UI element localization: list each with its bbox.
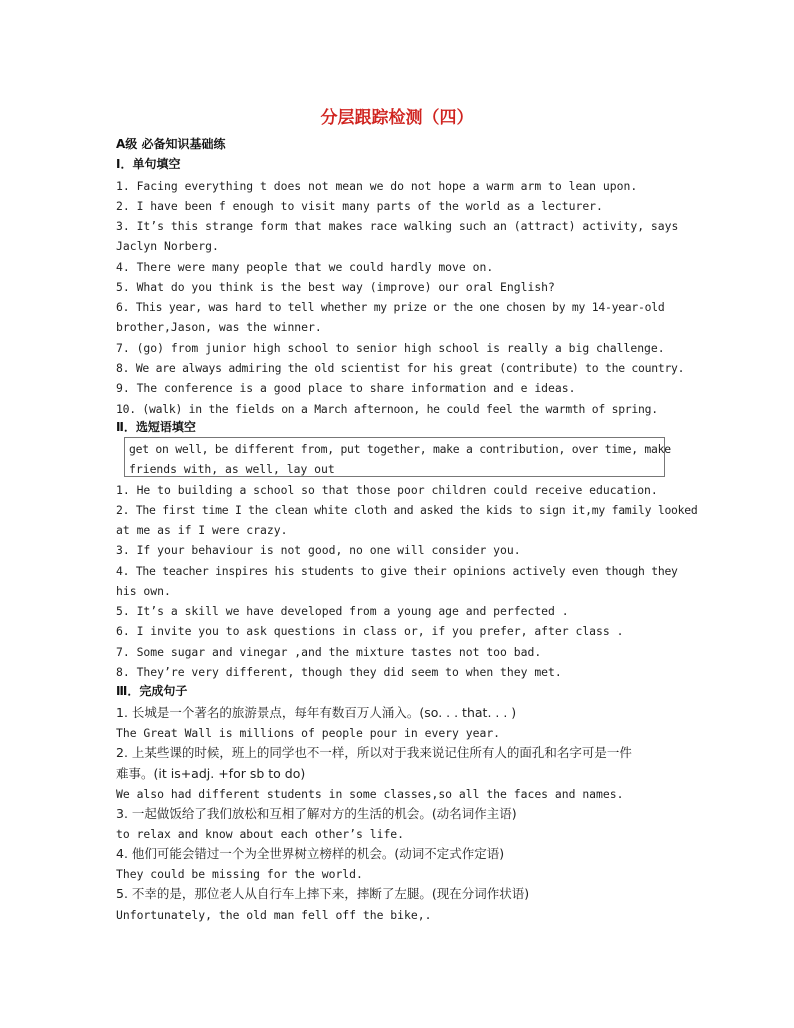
phrase-box [124, 437, 671, 477]
answer-line: Unfortunately, the old man fell off the bike,. [116, 908, 432, 922]
page-title: 分层跟踪检测（四） [320, 108, 474, 128]
answer-line: to relax and know about each other’s life. [116, 827, 405, 841]
question-line: 6. I invite you to ask questions in class or, if you prefer, after class . [116, 624, 624, 638]
question-line: 1. Facing everything t does not mean we do not hope a warm arm to lean upon. [116, 179, 638, 193]
chinese-prompt: 3. 一起做饭给了我们放松和互相了解对方的生活的机会。(动名词作主语) [116, 806, 517, 821]
question-line: 1. He to building a school so that those poor children could receive education. [116, 483, 658, 497]
section2-heading: Ⅱ．选短语填空 [116, 420, 196, 434]
answer-line: They could be missing for the world. [116, 867, 363, 881]
chinese-prompt: 4. 他们可能会错过一个为全世界树立榜样的机会。(动词不定式作定语) [116, 846, 505, 861]
question-line: 9. The conference is a good place to share information and e ideas. [116, 381, 576, 395]
question-line: brother,Jason, was the winner. [116, 320, 322, 334]
question-line: 2. The first time I the clean white cloth and asked the kids to sign it,my family looked [116, 503, 698, 517]
question-line: 4. The teacher inspires his students to give their opinions actively even though they [116, 564, 678, 578]
question-line: 5. It’s a skill we have developed from a young age and perfected . [116, 604, 569, 618]
question-line: Jaclyn Norberg. [116, 239, 219, 253]
level-a-heading: A级 必备知识基础练 [116, 137, 226, 151]
question-line: 8. We are always admiring the old scientist for his great (contribute) to the country. [116, 361, 685, 375]
answer-line: We also had different students in some classes,so all the faces and names. [116, 787, 624, 801]
question-line: at me as if I were crazy. [116, 523, 288, 537]
question-line: 7. Some sugar and vinegar ,and the mixture tastes not too bad. [116, 645, 542, 659]
question-line: his own. [116, 584, 171, 598]
chinese-prompt: 5. 不幸的是，那位老人从自行车上摔下来，摔断了左腿。(现在分词作状语) [116, 886, 530, 901]
chinese-prompt: 2. 上某些课的时候，班上的同学也不一样，所以对于我来说记住所有人的面孔和名字可是一件 [116, 745, 632, 760]
answer-line: The Great Wall is millions of people pour in every year. [116, 726, 501, 740]
section1-heading: Ⅰ．单句填空 [116, 157, 181, 171]
phrase-box-line: get on well, be different from, put together, make a contribution, over time, make [129, 442, 671, 456]
phrase-box-line: friends with, as well, lay out [129, 462, 335, 476]
question-line: 6. This year, was hard to tell whether my prize or the one chosen by my 14-year-old [116, 300, 665, 314]
question-line: 2. I have been f enough to visit many parts of the world as a lecturer. [116, 199, 603, 213]
question-line: 8. They’re very different, though they did seem to when they met. [116, 665, 562, 679]
chinese-prompt: 1. 长城是一个著名的旅游景点，每年有数百万人涌入。(so. . . that. . . ) [116, 705, 517, 720]
question-line: 10. (walk) in the fields on a March afternoon, he could feel the warmth of spring. [116, 402, 658, 416]
question-line: 3. If your behaviour is not good, no one will consider you. [116, 543, 521, 557]
question-line: 7. (go) from junior high school to senior high school is really a big challenge. [116, 341, 665, 355]
chinese-prompt: 难事。(it is+adj. +for sb to do) [116, 766, 306, 781]
section3-heading: Ⅲ．完成句子 [116, 684, 188, 698]
question-line: 4. There were many people that we could hardly move on. [116, 260, 494, 274]
question-line: 5. What do you think is the best way (improve) our oral English? [116, 280, 555, 294]
question-line: 3. It’s this strange form that makes race walking such an (attract) activity, says [116, 219, 679, 233]
